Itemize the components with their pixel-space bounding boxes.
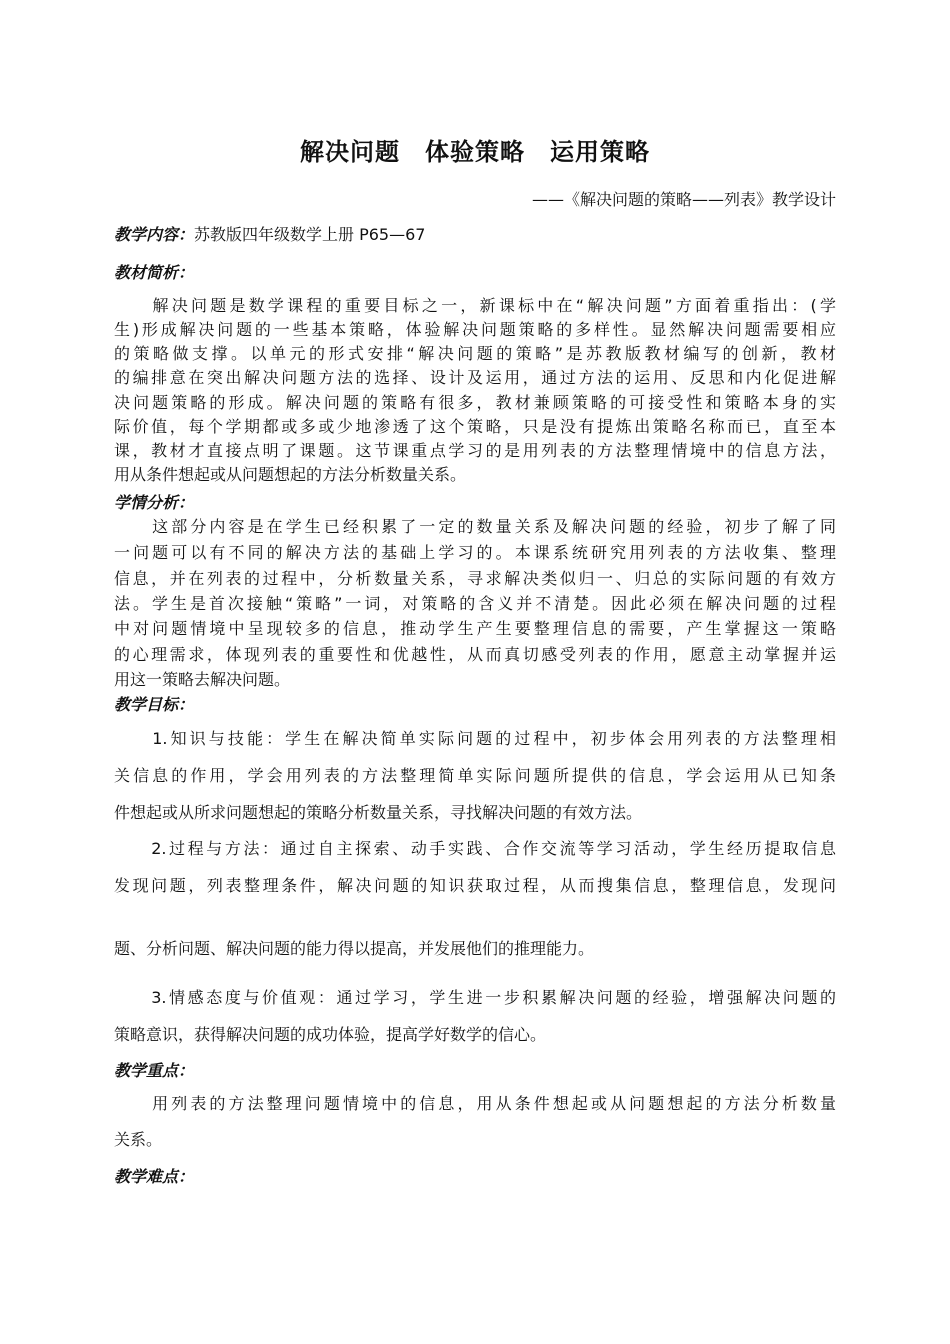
key-points-line: 关系。 (114, 1130, 163, 1149)
goal-1-line: 关信息的作用，学会用列表的方法整理简单实际问题所提供的信息，学会运用从已知条 (114, 766, 836, 785)
material-analysis-line: 生)形成解决问题的一些基本策略，体验解决问题策略的多样性。显然解决问题需要相应 (114, 320, 836, 339)
key-points-line: 用列表的方法整理问题情境中的信息，用从条件想起或从问题想起的方法分析数量 (114, 1094, 836, 1113)
student-analysis-line: 信息，并在列表的过程中，分析数量关系，寻求解决类似归一、归总的实际问题的有效方 (114, 569, 836, 588)
student-analysis-heading: 学情分析： (114, 493, 195, 512)
material-analysis-line: 的编排意在突出解决问题方法的选择、设计及运用，通过方法的运用、反思和内化促进解 (114, 368, 836, 387)
goal-1-line: 1.知识与技能：学生在解决简单实际问题的过程中，初步体会用列表的方法整理相 (114, 729, 836, 748)
student-analysis-line: 用这一策略去解决问题。 (114, 670, 291, 689)
student-analysis-line: 法。学生是首次接触“策略”一词，对策略的含义并不清楚。因此必须在解决问题的过程 (114, 594, 836, 613)
material-analysis-heading: 教材简析： (114, 263, 195, 282)
goal-3-line: 3.情感态度与价值观：通过学习，学生进一步积累解决问题的经验，增强解决问题的 (114, 988, 836, 1007)
material-analysis-line: 课，教材才直接点明了课题。这节课重点学习的是用列表的方法整理情境中的信息方法， (114, 441, 836, 460)
difficulties-heading: 教学难点： (114, 1167, 195, 1186)
goal-2-line: 发现问题，列表整理条件，解决问题的知识获取过程，从而搜集信息，整理信息，发现问 (114, 876, 836, 895)
document-title: 解决问题 体验策略 运用策略 (300, 138, 650, 166)
document-subtitle: ——《解决问题的策略——列表》教学设计 (531, 190, 836, 209)
material-analysis-line: 的策略做支撑。以单元的形式安排“解决问题的策略”是苏教版教材编写的创新，教材 (114, 344, 836, 363)
student-analysis-line: 一问题可以有不同的解决方法的基础上学习的。本课系统研究用列表的方法收集、整理 (114, 543, 836, 562)
teaching-content-line (114, 222, 836, 245)
goal-1-line: 件想起或从所求问题想起的策略分析数量关系，寻找解决问题的有效方法。 (114, 803, 643, 822)
material-analysis-line: 际价值，每个学期都或多或少地渗透了这个策略，只是没有提炼出策略名称而已，直至本 (114, 417, 836, 436)
material-analysis-line: 解决问题是数学课程的重要目标之一，新课标中在“解决问题”方面着重指出：(学 (114, 296, 836, 315)
material-analysis-line: 用从条件想起或从问题想起的方法分析数量关系。 (114, 465, 467, 484)
student-analysis-line: 的心理需求，体现列表的重要性和优越性，从而真切感受列表的作用，愿意主动掌握并运 (114, 645, 836, 664)
goal-3-line: 策略意识，获得解决问题的成功体验，提高学好数学的信心。 (114, 1025, 547, 1044)
goal-2-line: 2.过程与方法：通过自主探索、动手实践、合作交流等学习活动，学生经历提取信息 (114, 839, 836, 858)
student-analysis-line: 中对问题情境中呈现较多的信息，推动学生产生要整理信息的需要，产生掌握这一策略 (114, 619, 836, 638)
goal-2-line: 题、分析问题、解决问题的能力得以提高，并发展他们的推理能力。 (114, 939, 595, 958)
teaching-goals-heading: 教学目标： (114, 695, 195, 714)
material-analysis-line: 决问题策略的形成。解决问题的策略有很多，教材兼顾策略的可接受性和策略本身的实 (114, 393, 836, 412)
teaching-content-value: 苏教版四年级数学上册 P65—67 (194, 225, 426, 244)
key-points-heading: 教学重点： (114, 1061, 195, 1080)
student-analysis-line: 这部分内容是在学生已经积累了一定的数量关系及解决问题的经验，初步了解了同 (114, 517, 836, 536)
teaching-content-label: 教学内容： (114, 225, 195, 244)
